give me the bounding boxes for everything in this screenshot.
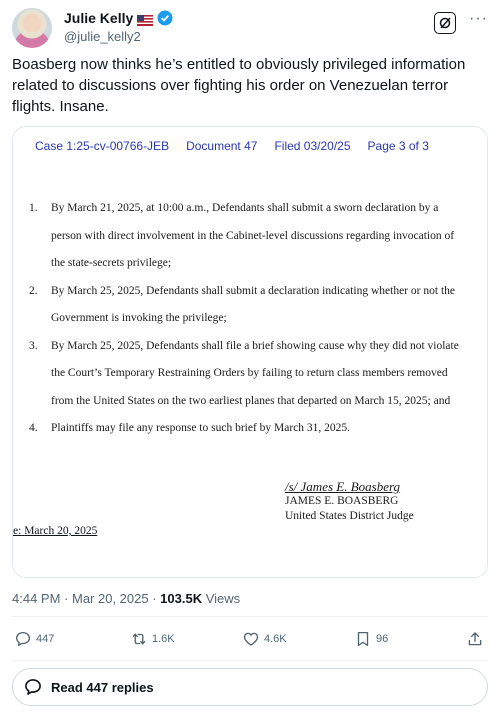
divider [12, 660, 488, 661]
grok-icon[interactable] [434, 12, 456, 34]
tweet-header [12, 8, 488, 48]
divider [12, 616, 488, 617]
more-icon[interactable]: ··· [469, 10, 488, 27]
views-label: Views [202, 591, 241, 606]
tweet-meta: 4:44 PM · Mar 20, 2025 · 103.5K Views [12, 591, 241, 606]
read-replies-button[interactable] [12, 668, 488, 706]
order-item: 2. By March 25, 2025, Defendants shall submit a declaration indicating whether or not the Government is invoking the privilege; [29, 284, 455, 324]
like-icon [242, 630, 260, 648]
share-icon [466, 630, 484, 648]
page-number: Page 3 of 3 [367, 139, 429, 153]
bookmark-count: 96 [376, 633, 389, 645]
views-count: 103.5K [160, 591, 203, 606]
like-count: 4.6K [264, 633, 287, 645]
author-handle[interactable]: @julie_kelly2 [64, 29, 141, 44]
us-flag-icon [137, 13, 153, 24]
reply-button[interactable] [14, 630, 54, 648]
repost-count: 1.6K [152, 633, 175, 645]
signature: /s/ James E. Boasberg [285, 479, 401, 494]
signer-name: JAMES E. BOASBERG [285, 495, 399, 507]
like-button[interactable] [242, 630, 287, 648]
author-name[interactable]: Julie Kelly [64, 10, 134, 26]
reply-icon [14, 630, 32, 648]
verified-badge-icon [157, 10, 173, 26]
read-replies-label: Read 447 replies [51, 679, 154, 695]
reply-count: 447 [36, 633, 55, 645]
order-item: 4. Plaintiffs may file any response to such brief by March 31, 2025. [29, 422, 351, 434]
repost-button[interactable] [130, 630, 175, 648]
document-number: Document 47 [186, 139, 258, 153]
repost-icon [130, 630, 148, 648]
document-header [35, 139, 429, 153]
author-row [64, 10, 173, 26]
tweet-text: Boasberg now thinks he’s entitled to obviously privileged information related to discussions over fighting his order on Venezuelan terror flights. Insane. [12, 56, 466, 115]
action-bar [12, 630, 488, 654]
bookmark-icon [354, 630, 372, 648]
order-item: 1. By March 21, 2025, at 10:00 a.m., Defendants shall submit a sworn declaration by a person with direct involvement in the Cabinet-level discussions regarding invocation of the state-secrets privilege; [29, 202, 455, 269]
document-image[interactable] [12, 126, 488, 578]
case-number: Case 1:25-cv-00766-JEB [35, 139, 170, 153]
signer-title: United States District Judge [285, 510, 414, 522]
tweet-date[interactable]: Mar 20, 2025 [71, 591, 149, 606]
tweet-time[interactable]: 4:44 PM [12, 591, 61, 606]
document-date: e: March 20, 2025 [13, 525, 98, 537]
filed-date: Filed 03/20/25 [274, 139, 351, 153]
document-body [29, 195, 469, 443]
speech-bubble-icon [23, 677, 43, 697]
avatar[interactable] [12, 8, 52, 48]
share-button[interactable] [466, 630, 484, 648]
bookmark-button[interactable] [354, 630, 388, 648]
order-item: 3. By March 25, 2025, Defendants shall file a brief showing cause why they did not violate the Court’s Temporary Restraining Orders by failing to return class members removed from the United States on the two earliest planes that departed on March 15, 2025; and [29, 339, 459, 407]
signature-block [285, 479, 414, 524]
